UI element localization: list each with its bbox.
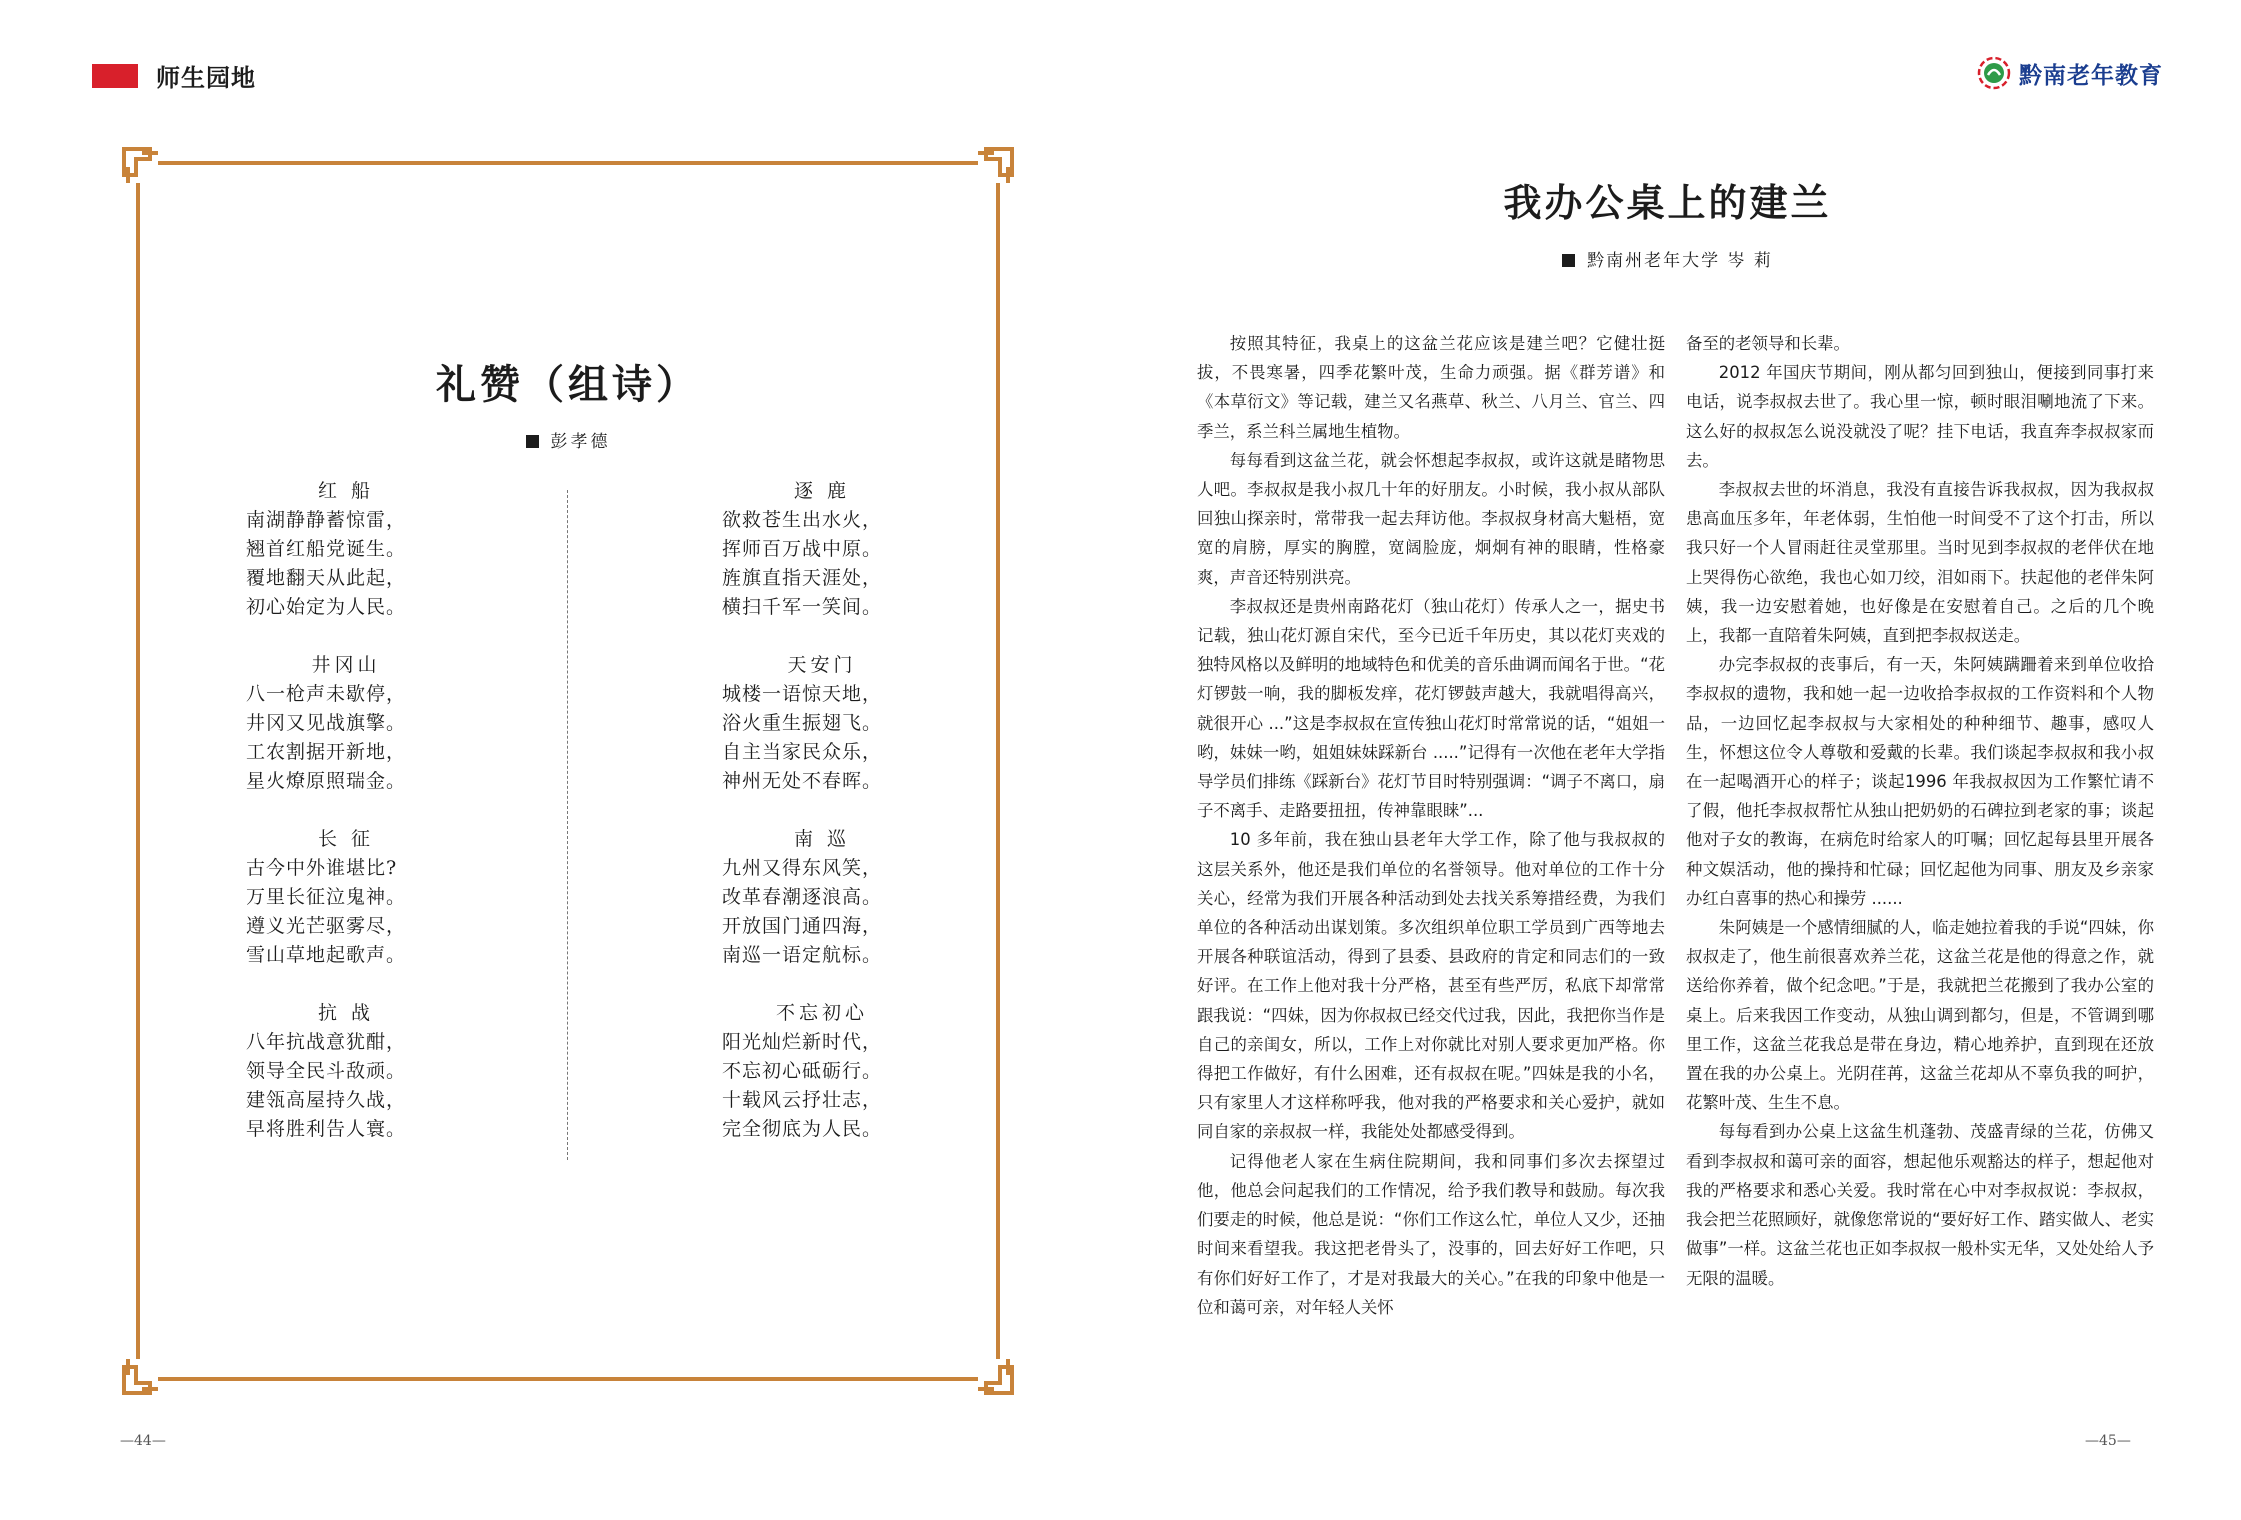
poem-title: 井冈山 xyxy=(311,654,381,676)
section-color-bar xyxy=(92,64,138,88)
poem-line: 井冈又见战旗擎。 xyxy=(246,712,407,734)
article-paragraph: 朱阿姨是一个感情细腻的人，临走她拉着我的手说“四妹，你叔叔走了，他生前很喜欢养兰花，这盆兰花是他的得意之作，就送给你养着，做个纪念吧。”于是，我就把兰花搬到了我办公室的桌上。后来我因工作变动，从独山调到都匀，但是，不管调到哪里工作，这盆兰花我总是带在身边，精心地养护，直到现在还放置在我的办公桌上。光阴荏苒，这盆兰花却从不辜负我的呵护，花繁叶茂、生生不息。 xyxy=(1686,918,2154,1113)
poem-line: 翘首红船党诞生。 xyxy=(246,538,407,560)
poem-line: 不忘初心砥砺行。 xyxy=(722,1060,883,1082)
article-byline xyxy=(1195,246,2140,271)
article-paragraph: 每每看到这盆兰花，就会怀想起李叔叔，或许这就是睹物思人吧。李叔叔是我小叔几十年的好朋友。小时候，我小叔从部队回独山探亲时，常带我一起去拜访他。李叔叔身材高大魁梧，宽宽的肩膀，厚实的胸膛，宽阔脸庞，炯炯有神的眼睛，性格豪爽，声音还特别洪亮。 xyxy=(1197,450,1665,587)
poem-line: 星火燎原照瑞金。 xyxy=(246,770,407,792)
byline-marker-icon xyxy=(1562,254,1575,267)
poem-line: 阳光灿烂新时代， xyxy=(722,1031,883,1053)
poem-line: 欲救苍生出水火， xyxy=(722,509,883,531)
poem-line: 神州无处不春晖。 xyxy=(722,770,883,792)
poem-frame xyxy=(120,145,1016,1397)
poem-line: 八一枪声未歇停， xyxy=(246,683,407,705)
poem-line: 横扫千军一笑间。 xyxy=(722,596,883,618)
poem-title: 抗 战 xyxy=(317,1002,375,1024)
poem-line: 遵义光芒驱雾尽， xyxy=(246,915,407,937)
poem-title: 不忘初心 xyxy=(775,1002,868,1024)
poem-line: 自主当家民众乐， xyxy=(722,741,883,763)
poem-author-name: 彭孝德 xyxy=(550,432,611,452)
article-paragraph: 每每看到办公桌上这盆生机蓬勃、茂盛青绿的兰花，仿佛又看到李叔叔和蔼可亲的面容，想起他乐观豁达的样子，想起他对我的严格要求和悉心关爱。我时常在心中对李叔叔说：李叔叔，我会把兰花照顾好，就像您常说的“要好好工作、踏实做人、老实做事”一样。这盆兰花也正如李叔叔一般朴实无华，又处处给人予无限的温暖。 xyxy=(1686,1122,2154,1288)
brand-logo-icon xyxy=(1977,56,2011,90)
poem-column-right xyxy=(722,477,922,1173)
article-byline-text: 黔南州老年大学 岑 莉 xyxy=(1587,251,1773,271)
poem-line: 南湖静静蓄惊雷， xyxy=(246,509,407,531)
poem xyxy=(246,477,446,651)
article-paragraph: 备至的老领导和长辈。 xyxy=(1686,334,1850,353)
section-title: 师生园地 xyxy=(156,64,256,92)
article-paragraph: 办完李叔叔的丧事后，有一天，朱阿姨蹒跚着来到单位收拾李叔叔的遗物，我和她一起一边收拾李叔叔的工作资料和个人物品，一边回忆起李叔叔与大家相处的种种细节、趣事，感叹人生，怀想这位令人尊敬和爱戴的长辈。我们谈起李叔叔和我小叔在一起喝酒开心的样子；谈起1996 年我叔叔因为工作繁忙请不了假，他托李叔叔帮忙从独山把奶奶的石碑拉到老家的事；谈起他对子女的教诲，在病危时给家人的叮嘱；回忆起每县里开展各种文娱活动，他的操持和忙碌；回忆起他为同事、朋友及乡亲家办红白喜事的热心和操劳 ...... xyxy=(1686,655,2154,908)
poem-line: 领导全民斗敌顽。 xyxy=(246,1060,407,1082)
poem-line: 旌旗直指天涯处， xyxy=(722,567,883,589)
article-paragraph: 按照其特征，我桌上的这盆兰花应该是建兰吧？它健壮挺拔，不畏寒暑，四季花繁叶茂，生命力顽强。据《群芳谱》和《本草衍文》等记载，建兰又名燕草、秋兰、八月兰、官兰、四季兰，系兰科兰属地生植物。 xyxy=(1197,334,1665,441)
article-paragraph: 10 多年前，我在独山县老年大学工作，除了他与我叔叔的这层关系外，他还是我们单位的名誉领导。他对单位的工作十分关心，经常为我们开展各种活动到处去找关系筹措经费，为我们单位的各种活动出谋划策。多次组织单位职工学员到广西等地去开展各种联谊活动，得到了县委、县政府的肯定和同志们的一致好评。在工作上他对我十分严格，甚至有些严厉，私底下却常常跟我说：“四妹，因为你叔叔已经交代过我，因此，我把你当作是自己的亲闺女，所以，工作上对你就比对别人要求更加严格。你得把工作做好，有什么困难，还有叔叔在呢。”四妹是我的小名，只有家里人才这样称呼我，他对我的严格要求和关心爱护，就如同自家的亲叔叔一样，我能处处都感受得到。 xyxy=(1197,830,1665,1142)
article-column-1 xyxy=(1197,329,1665,1322)
poem xyxy=(722,825,922,999)
poem-title: 逐 鹿 xyxy=(793,480,851,502)
poem-line: 改革春潮逐浪高。 xyxy=(722,886,883,908)
poem-line: 八年抗战意犹酣， xyxy=(246,1031,407,1053)
brand-name: 黔南老年教育 xyxy=(2019,62,2163,89)
poem-title: 天安门 xyxy=(787,654,857,676)
poem-line: 九州又得东风笑， xyxy=(722,857,883,879)
poem-author xyxy=(120,427,1016,452)
poem-line: 初心始定为人民。 xyxy=(246,596,407,618)
poem xyxy=(246,651,446,825)
poem-line: 十载风云抒壮志， xyxy=(722,1089,883,1111)
poem-line: 工农割据开新地， xyxy=(246,741,407,763)
page-number-left: —44— xyxy=(120,1433,166,1449)
article-paragraph: 李叔叔还是贵州南路花灯（独山花灯）传承人之一，据史书记载，独山花灯源自宋代，至今已近千年历史，其以花灯夹戏的独特风格以及鲜明的地域特色和优美的音乐曲调而闻名于世。“花灯锣鼓一响，我的脚板发痒，花灯锣鼓声越大，我就唱得高兴，就很开心 ...”这是李叔叔在宣传独山花灯时常常说的话，“姐姐一哟，妹妹一哟，姐姐妹妹踩新台 .....”记得有一次他在老年大学指导学员们排练《踩新台》花灯节目时特别强调：“调子不离口，扇子不离手、走路要扭扭，传神靠眼睐”... xyxy=(1197,596,1665,821)
poem xyxy=(246,825,446,999)
poem-line: 万里长征泣鬼神。 xyxy=(246,886,407,908)
poem-line: 雪山草地起歌声。 xyxy=(246,944,407,966)
poem xyxy=(722,477,922,651)
article-title: 我办公桌上的建兰 xyxy=(1503,181,1832,225)
brand-header xyxy=(1977,56,2163,90)
poem-line: 南巡一语定航标。 xyxy=(722,944,883,966)
poem-line: 浴火重生振翅飞。 xyxy=(722,712,883,734)
poem-title: 南 巡 xyxy=(793,828,851,850)
poem xyxy=(246,999,446,1173)
poem-line: 完全彻底为人民。 xyxy=(722,1118,883,1140)
poem-line: 城楼一语惊天地， xyxy=(722,683,883,705)
author-marker-icon xyxy=(526,435,539,448)
poem xyxy=(722,999,922,1173)
article-paragraph: 李叔叔去世的坏消息，我没有直接告诉我叔叔，因为我叔叔患高血压多年，年老体弱，生怕他一时间受不了这个打击，所以我只好一个人冒雨赶往灵堂那里。当时见到李叔叔的老伴伏在地上哭得伤心欲绝，我也心如刀绞，泪如雨下。扶起他的老伴朱阿姨，我一边安慰着她，也好像是在安慰着自己。之后的几个晚上，我都一直陪着朱阿姨，直到把李叔叔送走。 xyxy=(1686,480,2154,646)
poem-set-title: 礼赞（组诗） xyxy=(436,361,700,408)
article-paragraph: 2012 年国庆节期间，刚从都匀回到独山，便接到同事打来电话，说李叔叔去世了。我心里一惊，顿时眼泪唰地流了下来。这么好的叔叔怎么说没就没了呢？挂下电话，我直奔李叔叔家而去。 xyxy=(1686,363,2154,470)
poem-line: 古今中外谁堪比? xyxy=(246,857,398,879)
poem-column-left xyxy=(246,477,446,1173)
poem-line: 开放国门通四海， xyxy=(722,915,883,937)
poem-line: 挥师百万战中原。 xyxy=(722,538,883,560)
poem-title: 红 船 xyxy=(317,480,375,502)
column-divider xyxy=(567,490,568,1160)
poem-line: 建瓴高屋持久战， xyxy=(246,1089,407,1111)
poem-line: 覆地翻天从此起， xyxy=(246,567,407,589)
poem-line: 早将胜利告人寰。 xyxy=(246,1118,407,1140)
article-paragraph: 记得他老人家在生病住院期间，我和同事们多次去探望过他，他总会问起我们的工作情况，给予我们教导和鼓励。每次我们要走的时候，他总是说：“你们工作这么忙，单位人又少，还抽时间来看望我。我这把老骨头了，没事的，回去好好工作吧，只有你们好好工作了，才是对我最大的关心。”在我的印象中他是一位和蔼可亲，对年轻人关怀 xyxy=(1197,1151,1665,1317)
poem-title: 长 征 xyxy=(317,828,375,850)
page-number-right: —45— xyxy=(2085,1433,2131,1449)
article-column-2 xyxy=(1686,329,2154,1293)
poem xyxy=(722,651,922,825)
